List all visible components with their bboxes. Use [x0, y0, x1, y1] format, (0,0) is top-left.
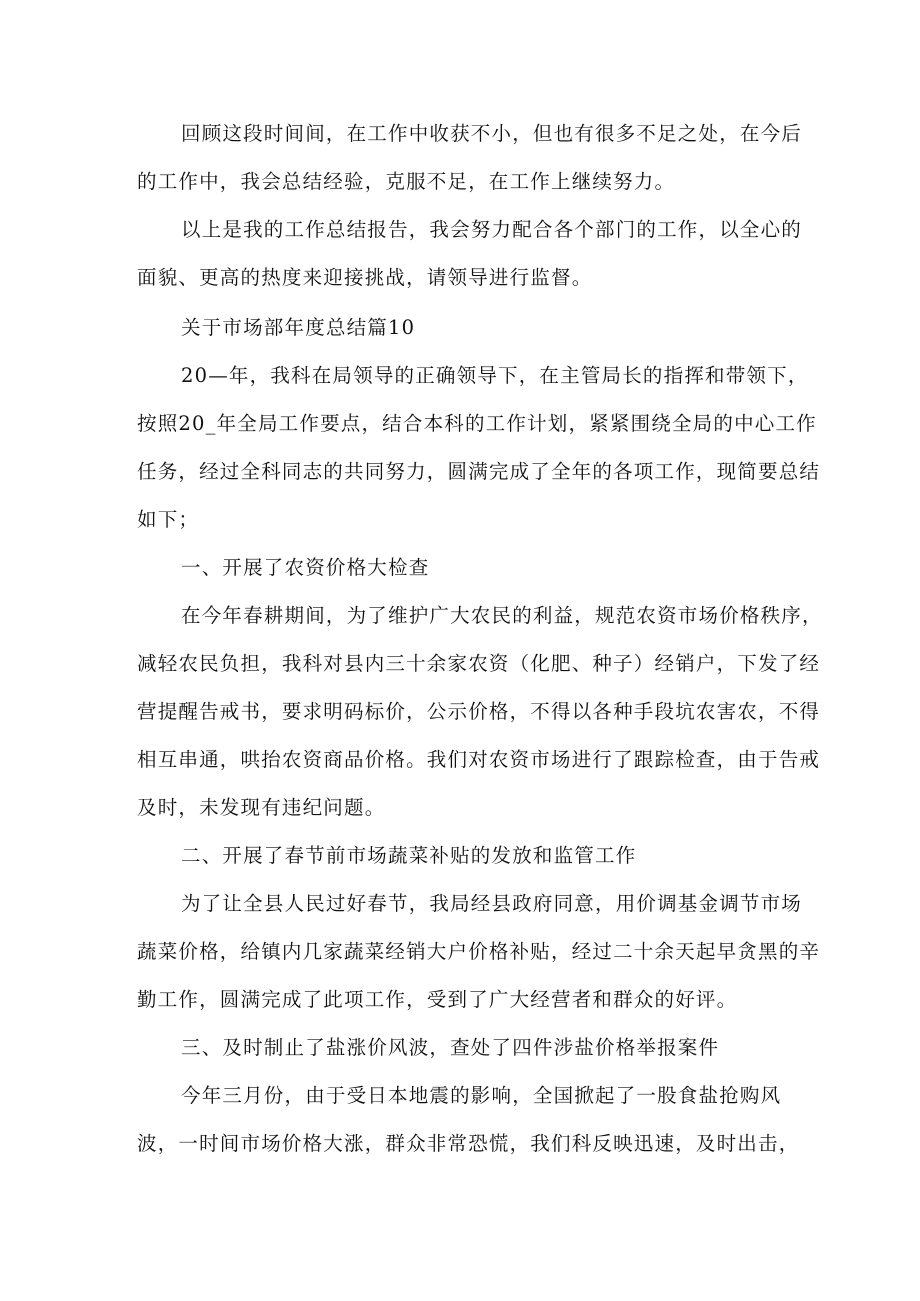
section-heading: 关于市场部年度总结篇10	[181, 316, 416, 339]
section-heading: 一、开展了农资价格大检查	[181, 556, 430, 579]
text-line: 在今年春耕期间，为了维护广大农民的利益，规范农资市场价格秩序，	[181, 604, 823, 627]
text-line: 为了让全县人民过好春节，我局经县政府同意，用价调基金调节市场	[181, 892, 803, 915]
text-line: 及时，未发现有违纪问题。	[137, 796, 386, 819]
text-line: 面貌、更高的热度来迎接挑战，请领导进行监督。	[137, 266, 593, 289]
text-line: 回顾这段时间间，在工作中收获不小，但也有很多不足之处，在今后	[181, 122, 803, 145]
text-line: 20—年，我科在局领导的正确领导下，在主管局长的指挥和带领下，	[181, 364, 809, 387]
text-line: 减轻农民负担，我科对县内三十余家农资（化肥、种子）经销户，下发了经	[137, 652, 821, 675]
text-line: 任务，经过全科同志的共同努力，圆满完成了全年的各项工作，现简要总结	[137, 460, 821, 483]
text-line: 如下；	[137, 508, 200, 531]
section-heading: 二、开展了春节前市场蔬菜补贴的发放和监管工作	[181, 844, 637, 867]
text-line: 蔬菜价格，给镇内几家蔬菜经销大户价格补贴，经过二十余天起早贪黑的辛	[137, 940, 821, 963]
text-line: 的工作中，我会总结经验，克服不足，在工作上继续努力。	[137, 170, 676, 193]
text-line: 勤工作，圆满完成了此项工作，受到了广大经营者和群众的好评。	[137, 988, 738, 1011]
text-line: 以上是我的工作总结报告，我会努力配合各个部门的工作，以全心的	[181, 218, 803, 241]
text-line: 相互串通，哄抬农资商品价格。我们对农资市场进行了跟踪检查，由于告戒	[137, 748, 821, 771]
text-line: 波，一时间市场价格大涨，群众非常恐慌，我们科反映迅速，及时出击，	[137, 1132, 800, 1155]
text-line: 今年三月份，由于受日本地震的影响，全国掀起了一股食盐抢购风	[181, 1084, 782, 1107]
text-line: 营提醒告戒书，要求明码标价，公示价格，不得以各种手段坑农害农，不得	[137, 700, 821, 723]
section-heading: 三、及时制止了盐涨价风波，查处了四件涉盐价格举报案件	[181, 1036, 720, 1059]
text-line: 按照20_年全局工作要点，结合本科的工作计划，紧紧围绕全局的中心工作	[137, 412, 817, 435]
